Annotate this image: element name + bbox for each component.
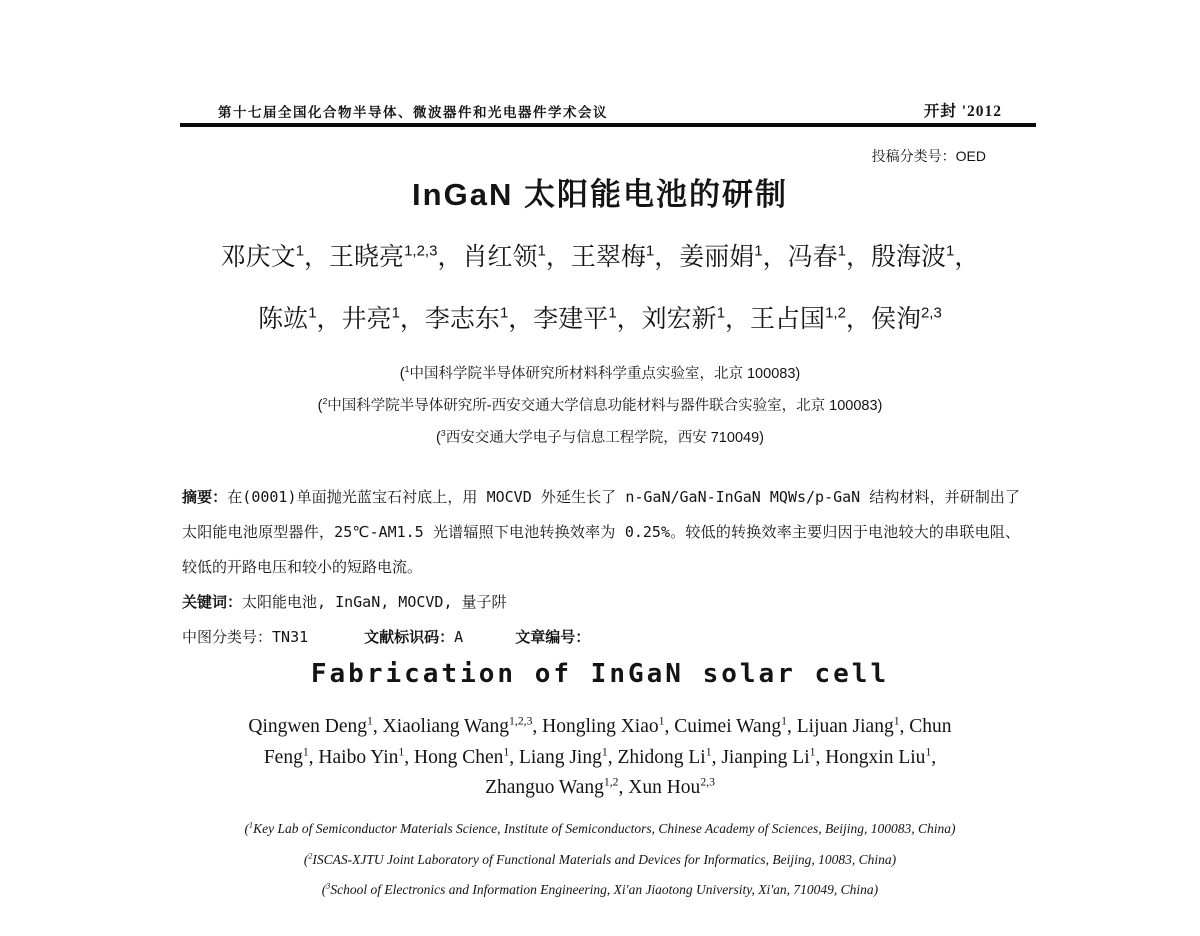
header-rule [180, 123, 1036, 127]
doc-code-value: A [454, 628, 464, 646]
affiliation-en-2: ($^2$ISCAS-XJTU Joint Laboratory of Functional Materials and Devices for Informatics, Beijing, 10083, China) [303, 851, 897, 867]
article-id-label: 文章编号： [515, 628, 591, 646]
keywords-text: 太阳能电池, InGaN, MOCVD, 量子阱 [242, 593, 507, 611]
author-line-zh-2: 陈竑$^1$，井亮$^1$，李志东$^1$，李建平$^1$，刘宏新$^1$，王占国$^{1,2}$，侯洵$^{2,3}$ [258, 304, 942, 333]
affiliation-en-1: ($^1$Key Lab of Semiconductor Materials Science, Institute of Semiconductors, Chinese Academy of Sciences, Beijing, 100083, China) [244, 820, 956, 836]
affiliations-en [0, 814, 1200, 906]
keywords-line [182, 585, 1020, 620]
doc-code-label: 文献标识码： [364, 628, 455, 646]
abstract [182, 480, 1020, 585]
keywords-label: 关键词： [182, 593, 243, 611]
submission-category: 投稿分类号：OED [871, 148, 986, 164]
affiliation-zh-3: ($^3$西安交通大学电子与信息工程学院，西安 710049) [436, 428, 764, 446]
classification-line [182, 620, 1020, 655]
author-line-zh-1: 邓庆文$^1$，王晓亮$^{1,2,3}$，肖红领$^1$，王翠梅$^1$，姜丽娟$^1$，冯春$^1$，殷海波$^1$， [220, 242, 980, 271]
clc-label: 中图分类号： [182, 628, 273, 646]
paper-title-zh: InGaN 太阳能电池的研制 [412, 177, 788, 212]
clc-value: TN31 [272, 628, 309, 646]
abstract-text: 在(0001)单面抛光蓝宝石衬底上，用 MOCVD 外延生长了 n-GaN/GaN-InGaN MQWs/p-GaN 结构材料，并研制出了太阳能电池原型器件，25℃-AM1.5 光谱辐照下电池转换效率为 0.25%。较低的转换效率主要归因于电池较大的串联电阻、较低的开路电压和较小的短路电流。 [182, 488, 1020, 576]
authors-en [0, 712, 1200, 804]
conference-title: 第十七届全国化合物半导体、微波器件和光电器件学术会议 [218, 105, 608, 120]
affiliation-zh-1: ($^1$中国科学院半导体研究所材料科学重点实验室，北京 100083) [399, 364, 801, 382]
affiliation-en-3: ($^3$School of Electronics and Information Engineering, Xi'an Jiaotong University, Xi'an, 710049, China) [321, 881, 879, 897]
venue-year: 开封 '2012 [923, 103, 1002, 120]
affiliation-zh-2: ($^2$中国科学院半导体研究所-西安交通大学信息功能材料与器件联合实验室，北京 100083) [317, 396, 883, 414]
paper-title-en: Fabrication of InGaN solar cell [310, 659, 890, 689]
abstract-label: 摘要： [182, 488, 228, 506]
author-line-en-1: Qingwen Deng$^1$, Xiaoliang Wang$^{1,2,3}$, Hongling Xiao$^1$, Cuimei Wang$^1$, Lijuan Jiang$^1$, Chun [248, 714, 952, 737]
author-line-en-3: Zhanguo Wang$^{1,2}$, Xun Hou$^{2,3}$ [485, 775, 715, 798]
meta-block [182, 480, 1020, 655]
author-line-en-2: Feng$^1$, Haibo Yin$^1$, Hong Chen$^1$, Liang Jing$^1$, Zhidong Li$^1$, Jianping Li$^1$, Hongxin Liu$^1$, [263, 745, 937, 768]
